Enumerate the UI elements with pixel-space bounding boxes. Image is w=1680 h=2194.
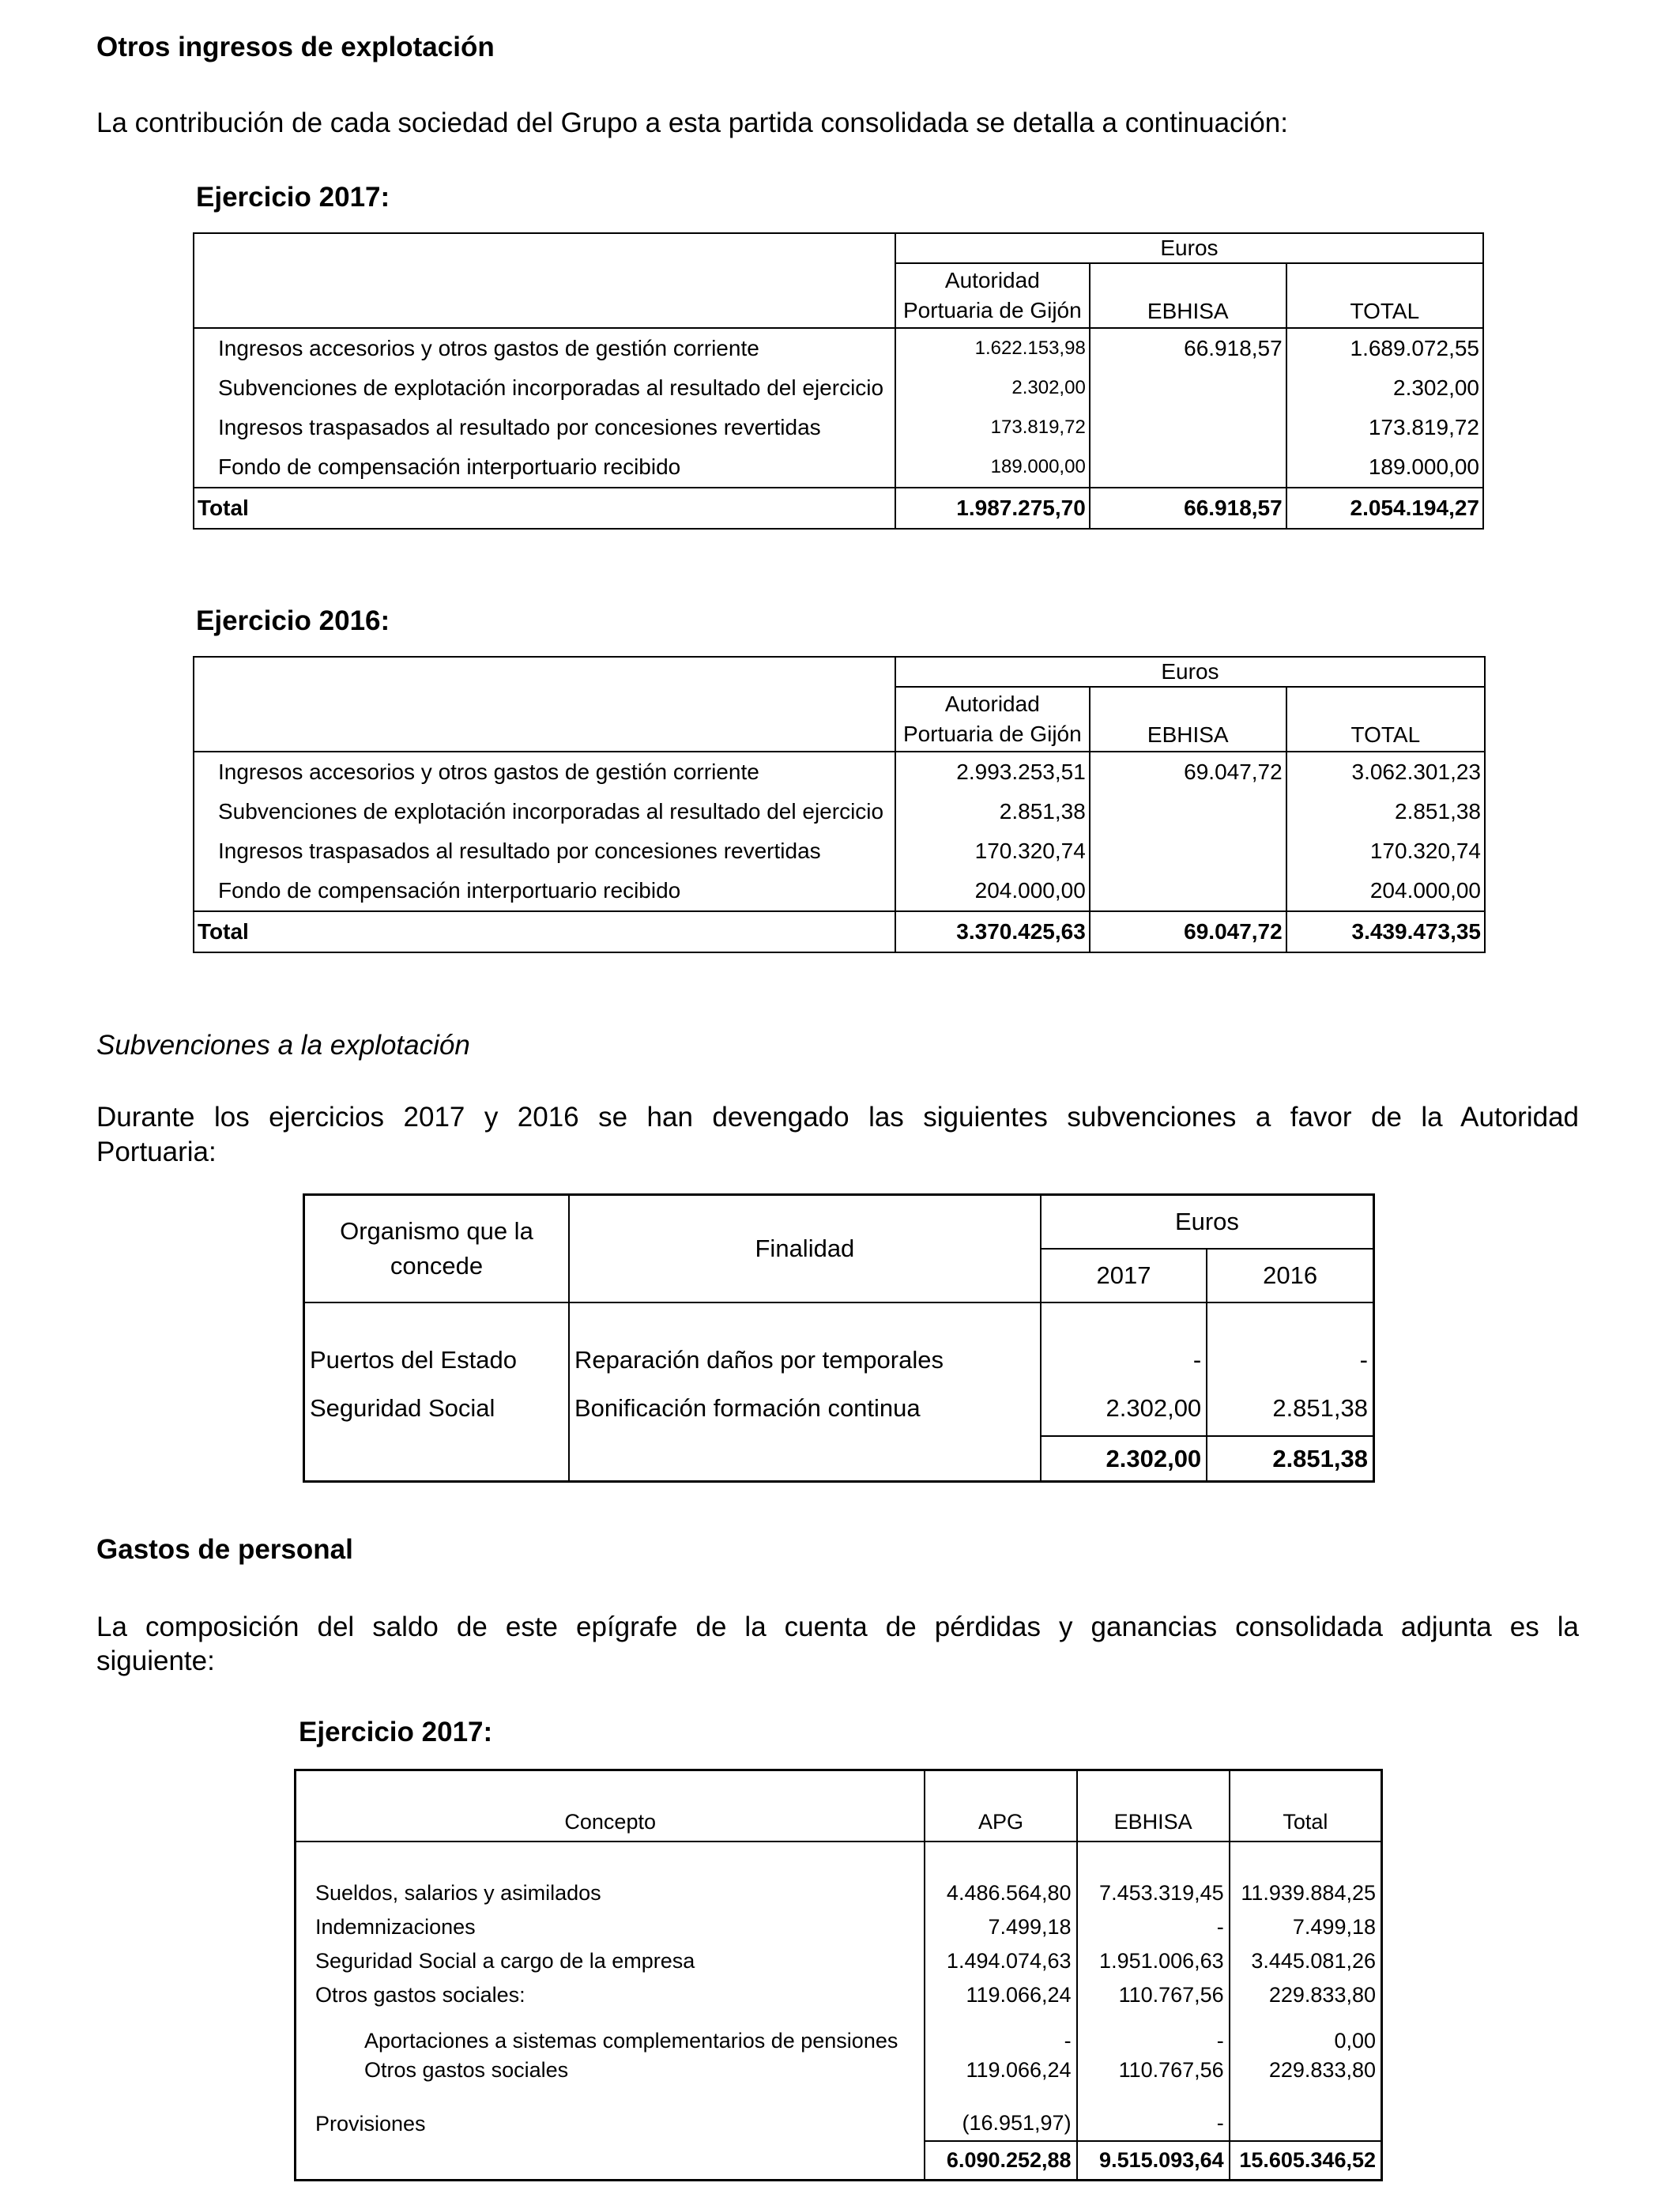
total-total: 2.054.194,27 (1286, 488, 1483, 529)
total-row (296, 2141, 1382, 2181)
total-apg: 6.090.252,88 (925, 2141, 1076, 2181)
cell-total: 204.000,00 (1369, 878, 1481, 903)
cell-2017: 2.302,00 (1041, 1381, 1207, 1436)
header-euros: Euros (895, 657, 1485, 687)
spacer-cell (296, 1842, 925, 1876)
cell-ebhisa: 110.767,56 (1077, 1978, 1230, 2012)
total-empty-cell (304, 1436, 569, 1482)
subvenciones-paragraph-line-1: Durante los ejercicios 2017 y 2016 se han devengado las siguientes subvenciones a favor de la Autoridad (96, 1102, 1579, 1133)
cell-2016: - (1359, 1346, 1368, 1374)
table-otros-ingresos-2016 (193, 656, 1486, 953)
cell-ebhisa (1090, 368, 1286, 408)
cell-apg: 119.066,24 (925, 2053, 1076, 2087)
header-2017: 2017 (1041, 1249, 1207, 1302)
cell-ebhisa: 7.453.319,45 (1077, 1876, 1230, 1910)
intro-paragraph: La contribución de cada sociedad del Grupo a esta partida consolidada se detalla a continuación: (96, 107, 1288, 138)
table-otros-ingresos-2017 (193, 232, 1484, 530)
section-heading-subvenciones: Subvenciones a la explotación (96, 1030, 470, 1061)
row-label: Fondo de compensación interportuario recibido (194, 871, 895, 911)
row-label: Subvenciones de explotación incorporadas al resultado del ejercicio (194, 792, 895, 831)
total-empty-cell (296, 2141, 925, 2181)
header-organismo: Organismo que la concede (304, 1195, 569, 1303)
header-ebhisa: EBHISA (1090, 263, 1286, 328)
row-label: Indemnizaciones (296, 1910, 925, 1944)
header-ebhisa: EBHISA (1077, 1770, 1230, 1842)
table-row (296, 2087, 1382, 2141)
header-total: TOTAL (1286, 687, 1485, 752)
header-apg: APG (925, 1770, 1076, 1842)
cell-ebhisa: - (1077, 1910, 1230, 1944)
cell-apg: 7.499,18 (925, 1910, 1076, 1944)
header-ebhisa: EBHISA (1090, 687, 1286, 752)
table-gastos-personal (294, 1769, 1383, 2181)
table-row (296, 1876, 1382, 1910)
total-row (194, 911, 1485, 952)
table-row (194, 368, 1483, 408)
row-label: Ingresos accesorios y otros gastos de gestión corriente (194, 328, 895, 368)
table-row (194, 831, 1485, 871)
row-label: Ingresos traspasados al resultado por concesiones revertidas (194, 408, 895, 447)
cell-total: 229.833,80 (1268, 1983, 1376, 2007)
row-label: Otros gastos sociales (296, 2053, 925, 2087)
table-row (194, 408, 1483, 447)
cell-2016: 2.851,38 (1272, 1393, 1368, 1422)
table-row (304, 1302, 1374, 1381)
cell-total: 11.939.884,25 (1241, 1881, 1376, 1905)
spacer-cell (925, 1842, 1076, 1876)
section-heading-gastos-personal: Gastos de personal (96, 1534, 353, 1565)
row-label: Otros gastos sociales: (296, 1978, 925, 2012)
total-apg: 3.370.425,63 (895, 911, 1090, 952)
cell-apg: (16.951,97) (925, 2087, 1076, 2141)
cell-total: 1.689.072,55 (1350, 336, 1479, 360)
cell-organismo: Seguridad Social (304, 1381, 569, 1436)
spacer-cell (1230, 1842, 1382, 1876)
row-label: Ingresos traspasados al resultado por concesiones revertidas (194, 831, 895, 871)
cell-total: 2.302,00 (1393, 375, 1479, 400)
cell-total: 2.851,38 (1395, 799, 1481, 824)
total-apg: 1.987.275,70 (895, 488, 1090, 529)
cell-total: 173.819,72 (1368, 415, 1479, 439)
cell-total: 170.320,74 (1369, 839, 1481, 863)
header-apg: Autoridad Portuaria de Gijón (895, 687, 1090, 752)
cell-apg: 1.622.153,98 (895, 328, 1090, 368)
table-row (304, 1381, 1374, 1436)
gastos-paragraph-line-2: siguiente: (96, 1646, 215, 1676)
table-row (296, 1944, 1382, 1978)
cell-ebhisa (1090, 871, 1286, 911)
table-row (296, 1978, 1382, 2012)
total-empty-cell (569, 1436, 1041, 1482)
cell-apg: 170.320,74 (895, 831, 1090, 871)
cell-ebhisa (1090, 408, 1286, 447)
total-row (194, 488, 1483, 529)
cell-apg: 2.851,38 (895, 792, 1090, 831)
subvenciones-paragraph-line-2: Portuaria: (96, 1137, 217, 1167)
cell-finalidad: Reparación daños por temporales (569, 1302, 1041, 1381)
table-row (194, 871, 1485, 911)
cell-ebhisa (1090, 792, 1286, 831)
total-total: 3.439.473,35 (1286, 911, 1485, 952)
cell-apg: 173.819,72 (895, 408, 1090, 447)
cell-total: 0,00 (1334, 2029, 1376, 2053)
table-row (296, 2012, 1382, 2053)
table-row (296, 2053, 1382, 2087)
subheading-ejercicio-2017: Ejercicio 2017: (196, 182, 390, 213)
cell-apg: 204.000,00 (895, 871, 1090, 911)
row-label: Seguridad Social a cargo de la empresa (296, 1944, 925, 1978)
row-label: Fondo de compensación interportuario recibido (194, 447, 895, 488)
cell-organismo: Puertos del Estado (304, 1302, 569, 1381)
cell-ebhisa: 1.951.006,63 (1077, 1944, 1230, 1978)
cell-apg: 4.486.564,80 (925, 1876, 1076, 1910)
cell-ebhisa (1090, 447, 1286, 488)
cell-ebhisa: - (1077, 2012, 1230, 2053)
cell-total: 189.000,00 (1368, 454, 1479, 479)
total-ebhisa: 66.918,57 (1090, 488, 1286, 529)
cell-ebhisa (1090, 831, 1286, 871)
cell-total: 3.445.081,26 (1251, 1949, 1376, 1973)
cell-apg: 2.302,00 (895, 368, 1090, 408)
header-euros: Euros (895, 233, 1483, 263)
cell-finalidad: Bonificación formación continua (569, 1381, 1041, 1436)
total-2017: 2.302,00 (1041, 1436, 1207, 1482)
cell-total: 7.499,18 (1292, 1915, 1376, 1939)
cell-ebhisa: 110.767,56 (1077, 2053, 1230, 2087)
subheading-gastos-ejercicio-2017: Ejercicio 2017: (299, 1717, 493, 1747)
gastos-paragraph-line-1: La composición del saldo de este epígrafe de la cuenta de pérdidas y ganancias consolidada adjunta es la (96, 1612, 1579, 1642)
total-label: Total (194, 488, 895, 529)
subheading-ejercicio-2016: Ejercicio 2016: (196, 605, 390, 636)
table-row (194, 752, 1485, 792)
cell-ebhisa: - (1077, 2087, 1230, 2141)
header-empty-cell (194, 657, 895, 752)
cell-apg: 1.494.074,63 (925, 1944, 1076, 1978)
total-ebhisa: 9.515.093,64 (1077, 2141, 1230, 2181)
row-label: Subvenciones de explotación incorporadas al resultado del ejercicio (194, 368, 895, 408)
total-row (304, 1436, 1374, 1482)
header-concepto: Concepto (296, 1770, 925, 1842)
cell-apg: 2.993.253,51 (895, 752, 1090, 792)
row-label: Provisiones (296, 2087, 925, 2141)
cell-ebhisa: 69.047,72 (1090, 752, 1286, 792)
row-label: Ingresos accesorios y otros gastos de gestión corriente (194, 752, 895, 792)
cell-2017: - (1041, 1302, 1207, 1381)
table-row (296, 1910, 1382, 1944)
header-total: Total (1230, 1770, 1382, 1842)
header-finalidad: Finalidad (569, 1195, 1041, 1303)
header-2016: 2016 (1207, 1249, 1373, 1302)
table-row (194, 792, 1485, 831)
total-ebhisa: 69.047,72 (1090, 911, 1286, 952)
total-2016: 2.851,38 (1207, 1436, 1373, 1482)
cell-total: 229.833,80 (1268, 2058, 1376, 2082)
cell-apg: 189.000,00 (895, 447, 1090, 488)
table-subvenciones (303, 1193, 1375, 1483)
cell-apg: - (925, 2012, 1076, 2053)
cell-total (1230, 2087, 1382, 2141)
header-euros: Euros (1041, 1195, 1374, 1250)
cell-apg: 119.066,24 (925, 1978, 1076, 2012)
header-total: TOTAL (1286, 263, 1483, 328)
header-apg: Autoridad Portuaria de Gijón (895, 263, 1090, 328)
section-heading-otros-ingresos: Otros ingresos de explotación (96, 32, 495, 62)
total-label: Total (194, 911, 895, 952)
cell-ebhisa: 66.918,57 (1090, 328, 1286, 368)
total-total: 15.605.346,52 (1230, 2141, 1382, 2181)
table-row (194, 328, 1483, 368)
row-label: Aportaciones a sistemas complementarios de pensiones (296, 2012, 925, 2053)
row-label: Sueldos, salarios y asimilados (296, 1876, 925, 1910)
cell-total: 3.062.301,23 (1351, 760, 1481, 784)
header-empty-cell (194, 233, 895, 328)
spacer-cell (1077, 1842, 1230, 1876)
table-row (194, 447, 1483, 488)
